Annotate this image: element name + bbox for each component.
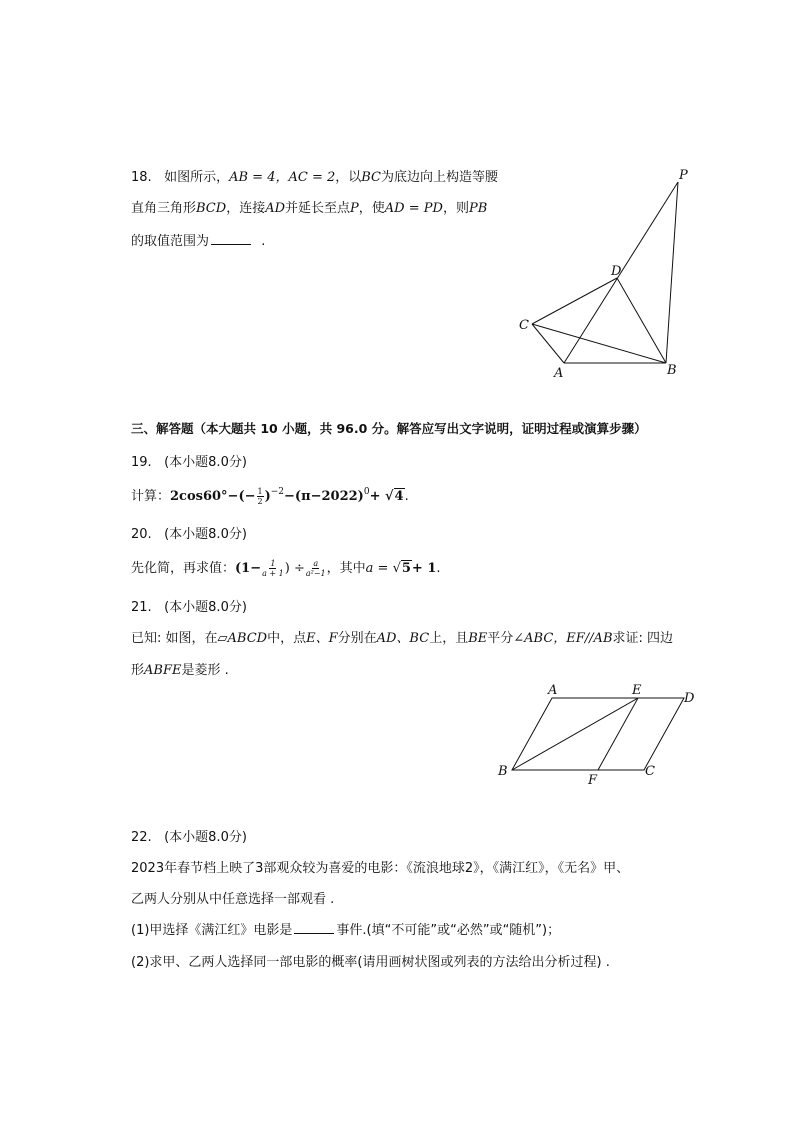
q20-expr: (1− xyxy=(235,561,262,576)
q21-text: 已知: 如图，在 xyxy=(131,631,218,646)
label-A: A xyxy=(554,366,564,381)
exponent: −2 xyxy=(270,487,285,497)
q19-expr: 2cos60°−(− xyxy=(170,489,256,504)
segment-CD xyxy=(532,278,617,324)
q18-text: ，使 xyxy=(358,201,385,216)
q18-line2 xyxy=(131,197,487,216)
q18-text: 为底边向上构造等腰 xyxy=(381,170,499,185)
q21-math: ∠ABC，EF//AB xyxy=(513,631,613,646)
q22-line2: 乙两人分别从中任意选择一部观看 . xyxy=(131,892,335,907)
q21-text: 分别在 xyxy=(337,631,377,646)
q20-number: 20. xyxy=(131,527,152,542)
q21-math: E、F xyxy=(306,631,338,646)
q18-text: ，则 xyxy=(442,201,469,216)
q18-text: 如图所示， xyxy=(164,170,230,185)
radicand: 4 xyxy=(394,489,404,504)
label-E: E xyxy=(632,683,642,698)
q18-text: 直角三角形 xyxy=(131,201,197,216)
label-P: P xyxy=(679,168,688,183)
q21-tag: (本小题8.0分) xyxy=(164,600,247,615)
q21-text: 求证: 四边 xyxy=(612,631,674,646)
q22-number: 22. xyxy=(131,830,152,845)
q22-line1: 2023年春节档上映了3部观众较为喜爱的电影：《流浪地球2》，《满江红》，《无名》甲、 xyxy=(131,861,630,876)
fraction-numerator: a xyxy=(313,559,319,568)
fraction-denominator: a²−1 xyxy=(305,569,326,578)
q20-text: ，其中 xyxy=(326,561,366,576)
label-D: D xyxy=(684,691,695,706)
fraction-denominator: a + 1 xyxy=(262,569,284,578)
q21-line1 xyxy=(131,627,673,646)
q20-expr: ) ÷ xyxy=(284,561,305,576)
q18-math: AD xyxy=(265,201,286,216)
fraction-denominator: 2 xyxy=(257,497,263,506)
radicand: 5 xyxy=(401,561,411,576)
segment-CA xyxy=(532,324,564,363)
q21-text: 中，点 xyxy=(267,631,307,646)
q22-line3 xyxy=(131,919,560,938)
q18-line3 xyxy=(131,230,265,249)
segment-CB xyxy=(532,324,666,363)
section3-title: 三、解答题（本大题共 10 小题，共 96.0 分。解答应写出文字说明，证明过程或演算步骤） xyxy=(131,421,647,436)
q20-header xyxy=(131,523,247,542)
q21-text: 上，且 xyxy=(429,631,469,646)
q20-period: . xyxy=(436,561,441,576)
fraction-numerator: 1 xyxy=(270,559,276,568)
q20-lead: 先化简，再求值： xyxy=(131,561,236,576)
label-D: D xyxy=(611,264,622,279)
q18-line1 xyxy=(131,166,498,185)
q21-line2 xyxy=(131,659,229,678)
q19-expr: ) xyxy=(264,489,271,504)
q19-tag: (本小题8.0分) xyxy=(164,455,247,470)
fraction-a-over-a2-minus-1 xyxy=(306,559,326,578)
q18-math: AD = PD xyxy=(384,201,443,216)
q20-body xyxy=(131,557,441,578)
segment-PB xyxy=(666,182,678,363)
q18-number: 18. xyxy=(131,170,152,185)
q19-expr: + √ xyxy=(369,489,394,504)
segment-BE xyxy=(512,698,638,770)
label-F: F xyxy=(588,773,598,788)
q20-tag: (本小题8.0分) xyxy=(164,527,247,542)
label-C: C xyxy=(519,318,529,333)
figure-18 xyxy=(510,164,710,384)
q21-text: 形 xyxy=(131,663,145,678)
q19-header xyxy=(131,451,247,470)
q18-text: ，连接 xyxy=(226,201,266,216)
q18-text: 并延长至点 xyxy=(285,201,351,216)
q19-period: . xyxy=(404,489,409,504)
q19-number: 19. xyxy=(131,455,152,470)
parallelogram-ABCD xyxy=(512,698,684,770)
q22-text: (1)甲选择《满江红》电影是 xyxy=(131,923,293,938)
q21-math: AD、BC xyxy=(376,631,430,646)
label-A: A xyxy=(548,683,558,698)
q18-math: BC xyxy=(361,170,382,185)
q21-math: BE xyxy=(468,631,488,646)
q18-text: 的取值范围为 xyxy=(131,234,210,249)
q21-math: ▱ABCD xyxy=(217,631,268,646)
label-B: B xyxy=(667,363,677,378)
answer-blank xyxy=(294,921,334,934)
q22-header xyxy=(131,826,247,845)
q18-math: PB xyxy=(468,201,488,216)
q21-text: 是菱形 . xyxy=(181,663,229,678)
fraction-numerator: 1 xyxy=(257,487,263,496)
segment-EF xyxy=(598,698,638,770)
q18-math: BCD xyxy=(196,201,227,216)
segment-DB xyxy=(617,278,666,363)
q18-math: AB = 4，AC = 2 xyxy=(229,170,336,185)
q21-number: 21. xyxy=(131,600,152,615)
q22-tag: (本小题8.0分) xyxy=(164,830,247,845)
q21-header xyxy=(131,596,247,615)
q21-text: 平分 xyxy=(487,631,514,646)
q19-lead: 计算： xyxy=(131,489,171,504)
figure-21 xyxy=(492,680,702,790)
q19-body xyxy=(131,485,409,506)
q22-line4: (2)求甲、乙两人选择同一部电影的概率(请用画树状图或列表的方法给出分析过程) . xyxy=(131,955,610,970)
q18-text: ，以 xyxy=(335,170,362,185)
q22-text: 事件.(填“不可能”或“必然”或“随机”)； xyxy=(336,923,561,938)
q18-period: . xyxy=(261,234,266,249)
fraction-one-half xyxy=(257,487,264,506)
q20-expr: a = √ xyxy=(365,561,401,576)
fraction-1-over-a-plus-1 xyxy=(262,559,284,578)
label-C: C xyxy=(645,764,655,779)
label-B: B xyxy=(498,764,508,779)
q21-math: ABFE xyxy=(144,663,182,678)
answer-blank xyxy=(211,232,251,245)
q19-expr: −(π−2022) xyxy=(284,489,364,504)
q18-math: P xyxy=(350,201,359,216)
q20-expr: + 1 xyxy=(411,561,437,576)
exponent: 0 xyxy=(363,487,370,497)
